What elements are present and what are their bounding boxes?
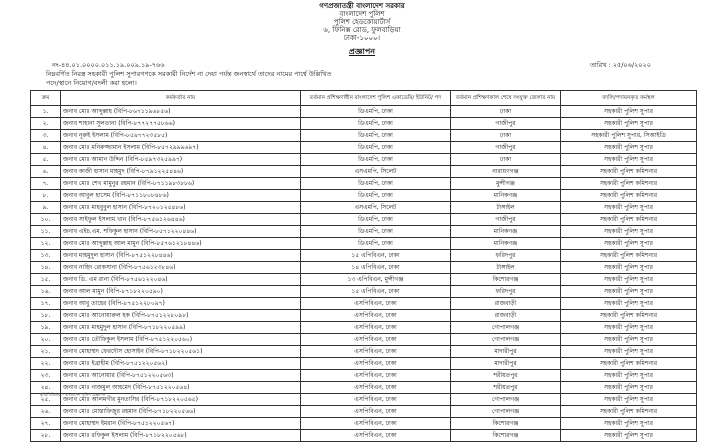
row-officer-name: জনাব মোঃ তৌফিকুল ইসলাম (বিপি-৮৭৫১২২০৫৬০) bbox=[61, 334, 301, 346]
table-body bbox=[31, 106, 697, 442]
table-row bbox=[31, 106, 697, 118]
row-current-unit: ডিএমপি, ঢাকা bbox=[301, 106, 451, 118]
row-district: গাজীপুর bbox=[451, 118, 561, 130]
table-row bbox=[31, 298, 697, 310]
row-district: গোপালগঞ্জ bbox=[451, 406, 561, 418]
row-serial: ২৭. bbox=[31, 418, 61, 430]
row-current-unit: ১৫ এপিবিএন, ঢাকা bbox=[301, 286, 451, 298]
header-address: ৬, ফিনিক্স রোড, ফুলবাড়িয়া bbox=[323, 26, 401, 34]
row-posting: সহকারী পুলিশ কমিশনার bbox=[561, 250, 697, 262]
header-attached-district: বর্তমান প্রশিক্ষণকাল শেষে সংযুক্ত জেলার নাম bbox=[451, 91, 561, 106]
row-current-unit: এসপিবিএন, ঢাকা bbox=[301, 346, 451, 358]
row-district: ফরিদপুর bbox=[451, 250, 561, 262]
row-officer-name: জনাব মোঃ মাহমুদুল হাসান (বিপি-৮৭১৮২২০৫৯৯) bbox=[61, 322, 301, 334]
row-officer-name: জনাব মোঃ মনিরুজ্জামান ইসলাম (বিপি-৮৫৭২৯৯৯৬৯৭) bbox=[61, 142, 301, 154]
table-row bbox=[31, 406, 697, 418]
row-officer-name: জনাব মোহাম্মদ ফেরদৌস হোসাইন (বিপি-৮৭১৮২২০৫৬১) bbox=[61, 346, 301, 358]
row-posting: সহকারী পুলিশ সুপার bbox=[561, 154, 697, 166]
intro-text-line2: পদে/স্থানে নিয়োগ/বদলী করা হলো। bbox=[46, 79, 137, 87]
row-district: শরীয়তপুর bbox=[451, 370, 561, 382]
row-serial: ২০. bbox=[31, 334, 61, 346]
table-row bbox=[31, 262, 697, 274]
row-district: শরীয়তপুর bbox=[451, 382, 561, 394]
row-current-unit: এসএমপি, সিলেট bbox=[301, 166, 451, 178]
row-serial: ৩. bbox=[31, 130, 61, 142]
row-serial: ১০. bbox=[31, 214, 61, 226]
table-row bbox=[31, 118, 697, 130]
row-current-unit: এসপিবিএন, ঢাকা bbox=[301, 406, 451, 418]
row-officer-name: জনাব মোঃ আব্দুল্লাহ আল মামুন (বিপি-৮৫৭৬১২১৮৪৪৬) bbox=[61, 238, 301, 250]
row-officer-name: জনাব মোঃ রফিকুল ইসলাম (বিপি-৮৭১৮২২০৫৬৮) bbox=[61, 430, 301, 442]
row-posting: সহকারী পুলিশ সুপার bbox=[561, 238, 697, 250]
row-posting: সহকারী পুলিশ সুপার bbox=[561, 334, 697, 346]
header-police: বাংলাদেশ পুলিশ bbox=[339, 10, 385, 18]
row-posting: সহকারী পুলিশ সুপার bbox=[561, 262, 697, 274]
row-officer-name: জনাব সাইফুল ইসলাম খান (বিপি-৮৭৫৬১২৬৪৪৬) bbox=[61, 214, 301, 226]
table-row bbox=[31, 334, 697, 346]
header-headquarters: পুলিশ হেডকোয়ার্টার্স bbox=[333, 18, 391, 26]
header-officer-name: কর্মকর্তার নাম bbox=[61, 91, 301, 106]
row-serial: ২৬. bbox=[31, 406, 61, 418]
row-current-unit: ডিএমপি, ঢাকা bbox=[301, 238, 451, 250]
header-government: গণপ্রজাতন্ত্রী বাংলাদেশ সরকার bbox=[319, 2, 405, 10]
row-posting: সহকারী পুলিশ কমিশনার bbox=[561, 190, 697, 202]
table-row bbox=[31, 202, 697, 214]
row-current-unit: এসপিবিএন, ঢাকা bbox=[301, 310, 451, 322]
row-current-unit: ডিএমপি, ঢাকা bbox=[301, 142, 451, 154]
row-posting: সহকারী পুলিশ সুপার bbox=[561, 118, 697, 130]
row-serial: ৫. bbox=[31, 154, 61, 166]
row-posting: সহকারী পুলিশ কমিশনার bbox=[561, 214, 697, 226]
table-row bbox=[31, 370, 697, 382]
row-district: গোপালগঞ্জ bbox=[451, 322, 561, 334]
row-serial: ১৬. bbox=[31, 286, 61, 298]
row-current-unit: এসপিবিএন, ঢাকা bbox=[301, 370, 451, 382]
row-officer-name: জনাব মোঃ আনোয়ারুল হক (বিপি-৮৭৫১২২৮০৯৮) bbox=[61, 310, 301, 322]
table-row bbox=[31, 274, 697, 286]
table-row bbox=[31, 346, 697, 358]
row-serial: ২৪. bbox=[31, 382, 61, 394]
row-officer-name: জনাব মাহমুদুল হাসান (বিপি-৮৭৫১২২৮৪৪৬) bbox=[61, 250, 301, 262]
row-district: গোপালগঞ্জ bbox=[451, 394, 561, 406]
row-posting: সহকারী পুলিশ সুপার bbox=[561, 142, 697, 154]
row-posting: সহকারী পুলিশ সুপার bbox=[561, 202, 697, 214]
header-city: ঢাকা-১০০০। bbox=[343, 34, 381, 42]
table-row bbox=[31, 250, 697, 262]
table-row bbox=[31, 418, 697, 430]
row-serial: ১৭. bbox=[31, 298, 61, 310]
row-posting: সহকারী পুলিশ সুপার bbox=[561, 394, 697, 406]
row-serial: ১১. bbox=[31, 226, 61, 238]
table-row bbox=[31, 322, 697, 334]
posting-table bbox=[30, 90, 697, 442]
row-officer-name: জনাব মোঃ ইব্রাহীম (বিপি-৮৭৫১২২০৫৬২) bbox=[61, 358, 301, 370]
header-current-unit: বর্তমান প্রশিক্ষণাধীন বাংলাদেশ পুলিশ একাডেমি/ ইউনিট/ পদ bbox=[301, 91, 451, 106]
row-district: রাজবাড়ী bbox=[451, 298, 561, 310]
row-officer-name: জনাব মোঃ আমান উদ্দিন (বিপি-৮৫৯৭৩২৫৯৯৭) bbox=[61, 154, 301, 166]
row-officer-name: জনাব আল মামুন (বিপি-৮৭১৮২২০৫৯০) bbox=[61, 286, 301, 298]
row-current-unit: ডিএমপি, ঢাকা bbox=[301, 226, 451, 238]
row-posting: সহকারী পুলিশ সুপার bbox=[561, 382, 697, 394]
row-posting: সহকারী পুলিশ কমিশনার bbox=[561, 406, 697, 418]
row-current-unit: ডিএমপি, ঢাকা bbox=[301, 178, 451, 190]
table-row bbox=[31, 382, 697, 394]
row-posting: সহকারী পুলিশ সুপার bbox=[561, 370, 697, 382]
footer-note: ছবি/পিডিএফ - বাংলাদেশ পুলিশ প্রজ্ঞাপন bbox=[40, 392, 106, 397]
row-officer-name: জনাব মোঃ নাজমুল আহমেদ (বিপি-৮৭৫১২২০৫৬৪) bbox=[61, 382, 301, 394]
table-row bbox=[31, 226, 697, 238]
row-posting: সহকারী পুলিশ কমিশনার bbox=[561, 358, 697, 370]
row-district: নারায়ণগঞ্জ bbox=[451, 166, 561, 178]
table-row bbox=[31, 358, 697, 370]
row-serial: ৯. bbox=[31, 202, 61, 214]
row-officer-name: জনাব মোঃ মাহবুবুল হাসান (বিপি-৮৭২০১২৫৪৮৬) bbox=[61, 202, 301, 214]
row-district: মানিকগঞ্জ bbox=[451, 226, 561, 238]
row-officer-name: জনাব নাহিদ রোকসানা (বিপি-৮৭৫৬১২৩৮৪৬) bbox=[61, 262, 301, 274]
row-serial: ২১. bbox=[31, 346, 61, 358]
row-serial: ১৩. bbox=[31, 250, 61, 262]
row-posting: সহকারী পুলিশ সুপার bbox=[561, 430, 697, 442]
row-district: মাদারীপুর bbox=[451, 358, 561, 370]
header-serial: ক্রম bbox=[31, 91, 61, 106]
row-district: ফরিদপুর bbox=[451, 286, 561, 298]
order-date: তারিখ : ২৫/০৬/২০২০ bbox=[590, 61, 651, 69]
row-serial: ৪. bbox=[31, 142, 61, 154]
row-current-unit: ১৩ এপিবিএন, মুন্সীগঞ্জ bbox=[301, 274, 451, 286]
row-posting: সহকারী পুলিশ সুপার, সিআইডি bbox=[561, 130, 697, 142]
row-officer-name: জনাব মোঃ শেখ মামুনুর রহমান (বিপি-৮৭১১৯৮৩৮৮৬) bbox=[61, 178, 301, 190]
row-current-unit: এসপিবিএন, ঢাকা bbox=[301, 394, 451, 406]
row-officer-name: জনাব শাহানা সুলতানা (বিপি-৮৭৭২৭৭৫৮৬৬) bbox=[61, 118, 301, 130]
intro-text-line1: নিম্নবর্ণিত নিরস্ত্র সহকারী পুলিশ সুপারগণকে সরকারী নির্দেশ না দেয়া পর্যন্ত জনস্বার্থে তাদের নামের পার্শ্বে উল্লিখিত bbox=[46, 70, 332, 78]
row-serial: ২৮. bbox=[31, 430, 61, 442]
memo-number: নং-৪৪.০১.০০০০.০১১.১৯.০০৯.১৯-৭৬৬ bbox=[52, 61, 165, 69]
row-district: কিশোরগঞ্জ bbox=[451, 430, 561, 442]
row-posting: সহকারী পুলিশ সুপার bbox=[561, 346, 697, 358]
row-current-unit: এসপিবিএন, ঢাকা bbox=[301, 334, 451, 346]
row-serial: ৬. bbox=[31, 166, 61, 178]
table-row bbox=[31, 166, 697, 178]
row-posting: সহকারী পুলিশ কমিশনার bbox=[561, 166, 697, 178]
row-serial: ১৫. bbox=[31, 274, 61, 286]
row-officer-name: জনাব মোহাম্মদ ইমরান (বিপি-৮৭৫১২২০৫৬৭) bbox=[61, 418, 301, 430]
row-serial: ১. bbox=[31, 106, 61, 118]
row-officer-name: জনাব কাজী হাসান মাহমুদ (বিপি-৮৭৯১২২৫৪৪৬) bbox=[61, 166, 301, 178]
row-officer-name: জনাব মোঃ আব্দুল্লাহ (বিপি-৮৬৭১১৯৬৮৫৬) bbox=[61, 106, 301, 118]
row-current-unit: ডিএমপি, ঢাকা bbox=[301, 190, 451, 202]
row-serial: ৭. bbox=[31, 178, 61, 190]
order-title: প্রজ্ঞাপন bbox=[348, 47, 376, 56]
table-row bbox=[31, 130, 697, 142]
table-row bbox=[31, 142, 697, 154]
row-posting: সহকারী পুলিশ কমিশনার bbox=[561, 178, 697, 190]
row-district: মুন্সীগঞ্জ bbox=[451, 178, 561, 190]
row-current-unit: এসপিবিএন, ঢাকা bbox=[301, 418, 451, 430]
header-new-posting: বদলি/পদায়নকৃত কর্মস্থল bbox=[561, 91, 697, 106]
row-district: ঢাকা bbox=[451, 154, 561, 166]
row-district: রাজবাড়ী bbox=[451, 310, 561, 322]
row-current-unit: এসপিবিএন, ঢাকা bbox=[301, 430, 451, 442]
row-serial: ৮. bbox=[31, 190, 61, 202]
row-district: মাদারীপুর bbox=[451, 346, 561, 358]
row-posting: সহকারী পুলিশ সুপার bbox=[561, 226, 697, 238]
row-officer-name: জনাব নূরুই ইসলাম (বিপি-৮৫৯৭৭২৩৫৮৫) bbox=[61, 130, 301, 142]
row-current-unit: ডিএমপি, ঢাকা bbox=[301, 130, 451, 142]
row-current-unit: এসপিবিএন, ঢাকা bbox=[301, 298, 451, 310]
row-current-unit: ডিএমপি, ঢাকা bbox=[301, 118, 451, 130]
row-serial: ১৯. bbox=[31, 322, 61, 334]
row-officer-name: জনাব মোঃ মোস্তাফিজুর রহমান (বিপি-৮৭১৮২২০৫৬৬) bbox=[61, 406, 301, 418]
row-serial: ২৫. bbox=[31, 394, 61, 406]
row-current-unit: ডিএমপি, ঢাকা bbox=[301, 214, 451, 226]
row-current-unit: ডিএমপি, ঢাকা bbox=[301, 154, 451, 166]
row-serial: ২২. bbox=[31, 358, 61, 370]
table-row bbox=[31, 190, 697, 202]
row-posting: সহকারী পুলিশ সুপার bbox=[561, 106, 697, 118]
row-current-unit: ১৪ এপিবিএন, ঢাকা bbox=[301, 262, 451, 274]
row-officer-name: জনাব আবুল হাসেম (বিপি-৮৭১১৮০৮৪৮৬) bbox=[61, 190, 301, 202]
row-district: গোপালগঞ্জ bbox=[451, 334, 561, 346]
row-district: টাঙ্গাইল bbox=[451, 262, 561, 274]
row-serial: ১২. bbox=[31, 238, 61, 250]
row-current-unit: এসপিবিএন, ঢাকা bbox=[301, 322, 451, 334]
table-row bbox=[31, 286, 697, 298]
row-posting: সহকারী পুলিশ কমিশনার bbox=[561, 310, 697, 322]
row-district: গাজীপুর bbox=[451, 214, 561, 226]
row-district: ঢাকা bbox=[451, 106, 561, 118]
table-row bbox=[31, 178, 697, 190]
row-current-unit: এসএমপি, সিলেট bbox=[301, 202, 451, 214]
row-posting: সহকারী পুলিশ সুপার bbox=[561, 286, 697, 298]
table-row bbox=[31, 430, 697, 442]
row-officer-name: জনাব ডি. এম রানা (বিপি-৮৭৫৬১২২০৪৬) bbox=[61, 274, 301, 286]
row-district: মানিকগঞ্জ bbox=[451, 238, 561, 250]
row-posting: সহকারী পুলিশ সুপার bbox=[561, 274, 697, 286]
table-row bbox=[31, 310, 697, 322]
row-officer-name: জনাব আবু তাহের (বিপি-৮৭৫১২২৮০৯৭) bbox=[61, 298, 301, 310]
table-row bbox=[31, 214, 697, 226]
row-current-unit: এসপিবিএন, ঢাকা bbox=[301, 382, 451, 394]
row-serial: ২. bbox=[31, 118, 61, 130]
row-district: কিশোরগঞ্জ bbox=[451, 418, 561, 430]
row-district: কিশোরগঞ্জ bbox=[451, 274, 561, 286]
row-district: টাঙ্গাইল bbox=[451, 202, 561, 214]
row-current-unit: ১৫ এপিবিএন, ঢাকা bbox=[301, 250, 451, 262]
row-serial: ১৪. bbox=[31, 262, 61, 274]
row-officer-name: জনাব মোঃ আলমগীর মুনতাসির (বিপি-৮৭১৮২২০৫৬৫) bbox=[61, 394, 301, 406]
table-row bbox=[31, 238, 697, 250]
table-header-row bbox=[31, 91, 697, 106]
row-officer-name: জনাব এইচ.এম. শফিকুল হাসান (বিপি-৮৫৭১২২০৪৪৬) bbox=[61, 226, 301, 238]
row-posting: সহকারী পুলিশ সুপার bbox=[561, 322, 697, 334]
row-serial: ২৩. bbox=[31, 370, 61, 382]
row-posting: সহকারী পুলিশ সুপার bbox=[561, 298, 697, 310]
row-serial: ১৮. bbox=[31, 310, 61, 322]
table-row bbox=[31, 154, 697, 166]
row-district: ঢাকা bbox=[451, 130, 561, 142]
row-district: গাজীপুর bbox=[451, 142, 561, 154]
row-officer-name: জনাব মোঃ আনোয়ার (বিপি-৮৭৫১২২০৫৬৩) bbox=[61, 370, 301, 382]
row-posting: সহকারী পুলিশ সুপার bbox=[561, 418, 697, 430]
row-district: মানিকগঞ্জ bbox=[451, 190, 561, 202]
row-current-unit: এসপিবিএন, ঢাকা bbox=[301, 358, 451, 370]
